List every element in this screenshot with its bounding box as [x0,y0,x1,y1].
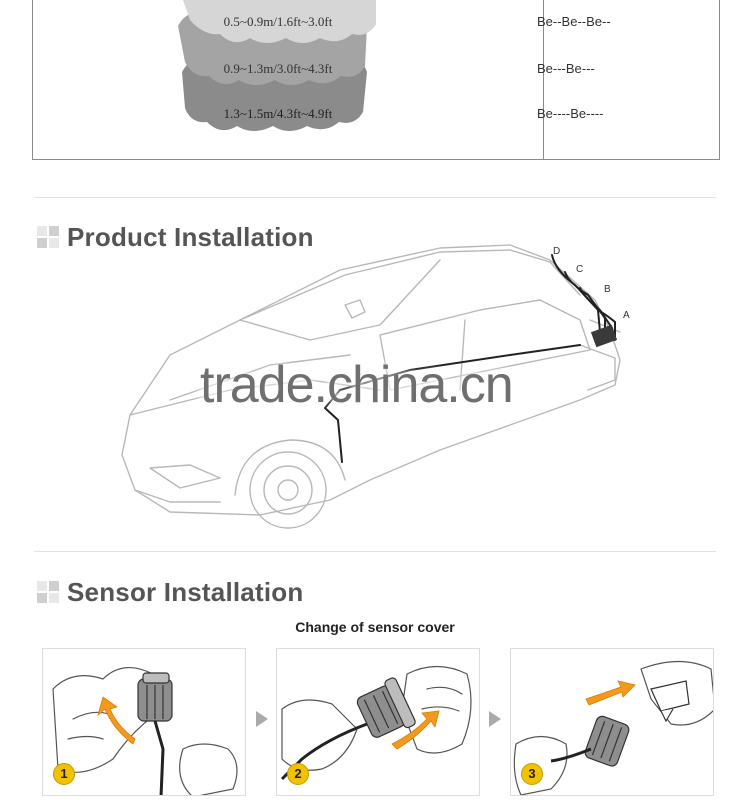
zone-2-label: 0.9~1.3m/3.0ft~4.3ft [223,61,333,76]
sensor-label-d: D [553,246,561,257]
section-divider [34,551,716,552]
section-squares-icon [37,581,59,603]
car-roof [240,250,580,320]
hand-left [514,737,567,796]
product-installation-title: Product Installation [67,222,314,252]
orange-arrow [586,681,635,705]
zone-3-label: 1.3~1.5m/4.3ft~4.9ft [223,106,333,121]
front-wheel [250,452,326,528]
section-divider [34,197,716,198]
sensor-installation-heading [37,577,303,608]
step-arrow-1 [256,711,268,727]
control-unit [591,325,617,348]
hand-left [282,700,357,770]
sensor-body [138,673,172,721]
car-grille [135,490,220,502]
zone-1-label: 0.5~0.9m/1.6ft~3.0ft [223,14,333,29]
step-2-panel [276,648,480,796]
step-arrow-2 [489,711,501,727]
car-headlight [150,465,220,488]
rear-bumper [580,345,615,390]
step-1-badge: 1 [53,763,75,785]
front-wheel-hub [264,466,312,514]
side-mirror [345,300,365,318]
sensor-body [584,715,631,768]
cable [155,721,163,796]
hand-right [180,744,237,796]
sensor-cover-subtitle: Change of sensor cover [295,619,455,635]
step-1-panel [42,648,246,796]
step-3-panel [510,648,714,796]
step-3-badge: 3 [521,763,543,785]
wheel-arch [235,440,345,495]
section-squares-icon [37,226,59,248]
beep-pattern-2: Be---Be--- [537,61,595,76]
sensor-label-a: A [623,310,630,321]
sensor-installation-title: Sensor Installation [67,577,304,607]
watermark-text: trade.china.cn [200,356,513,414]
sensor-label-b: B [604,284,611,295]
beep-pattern-1: Be--Be--Be-- [537,14,611,29]
sensor-label-c: C [576,264,584,275]
step-2-badge: 2 [287,763,309,785]
beep-pattern-3: Be----Be---- [537,106,604,121]
